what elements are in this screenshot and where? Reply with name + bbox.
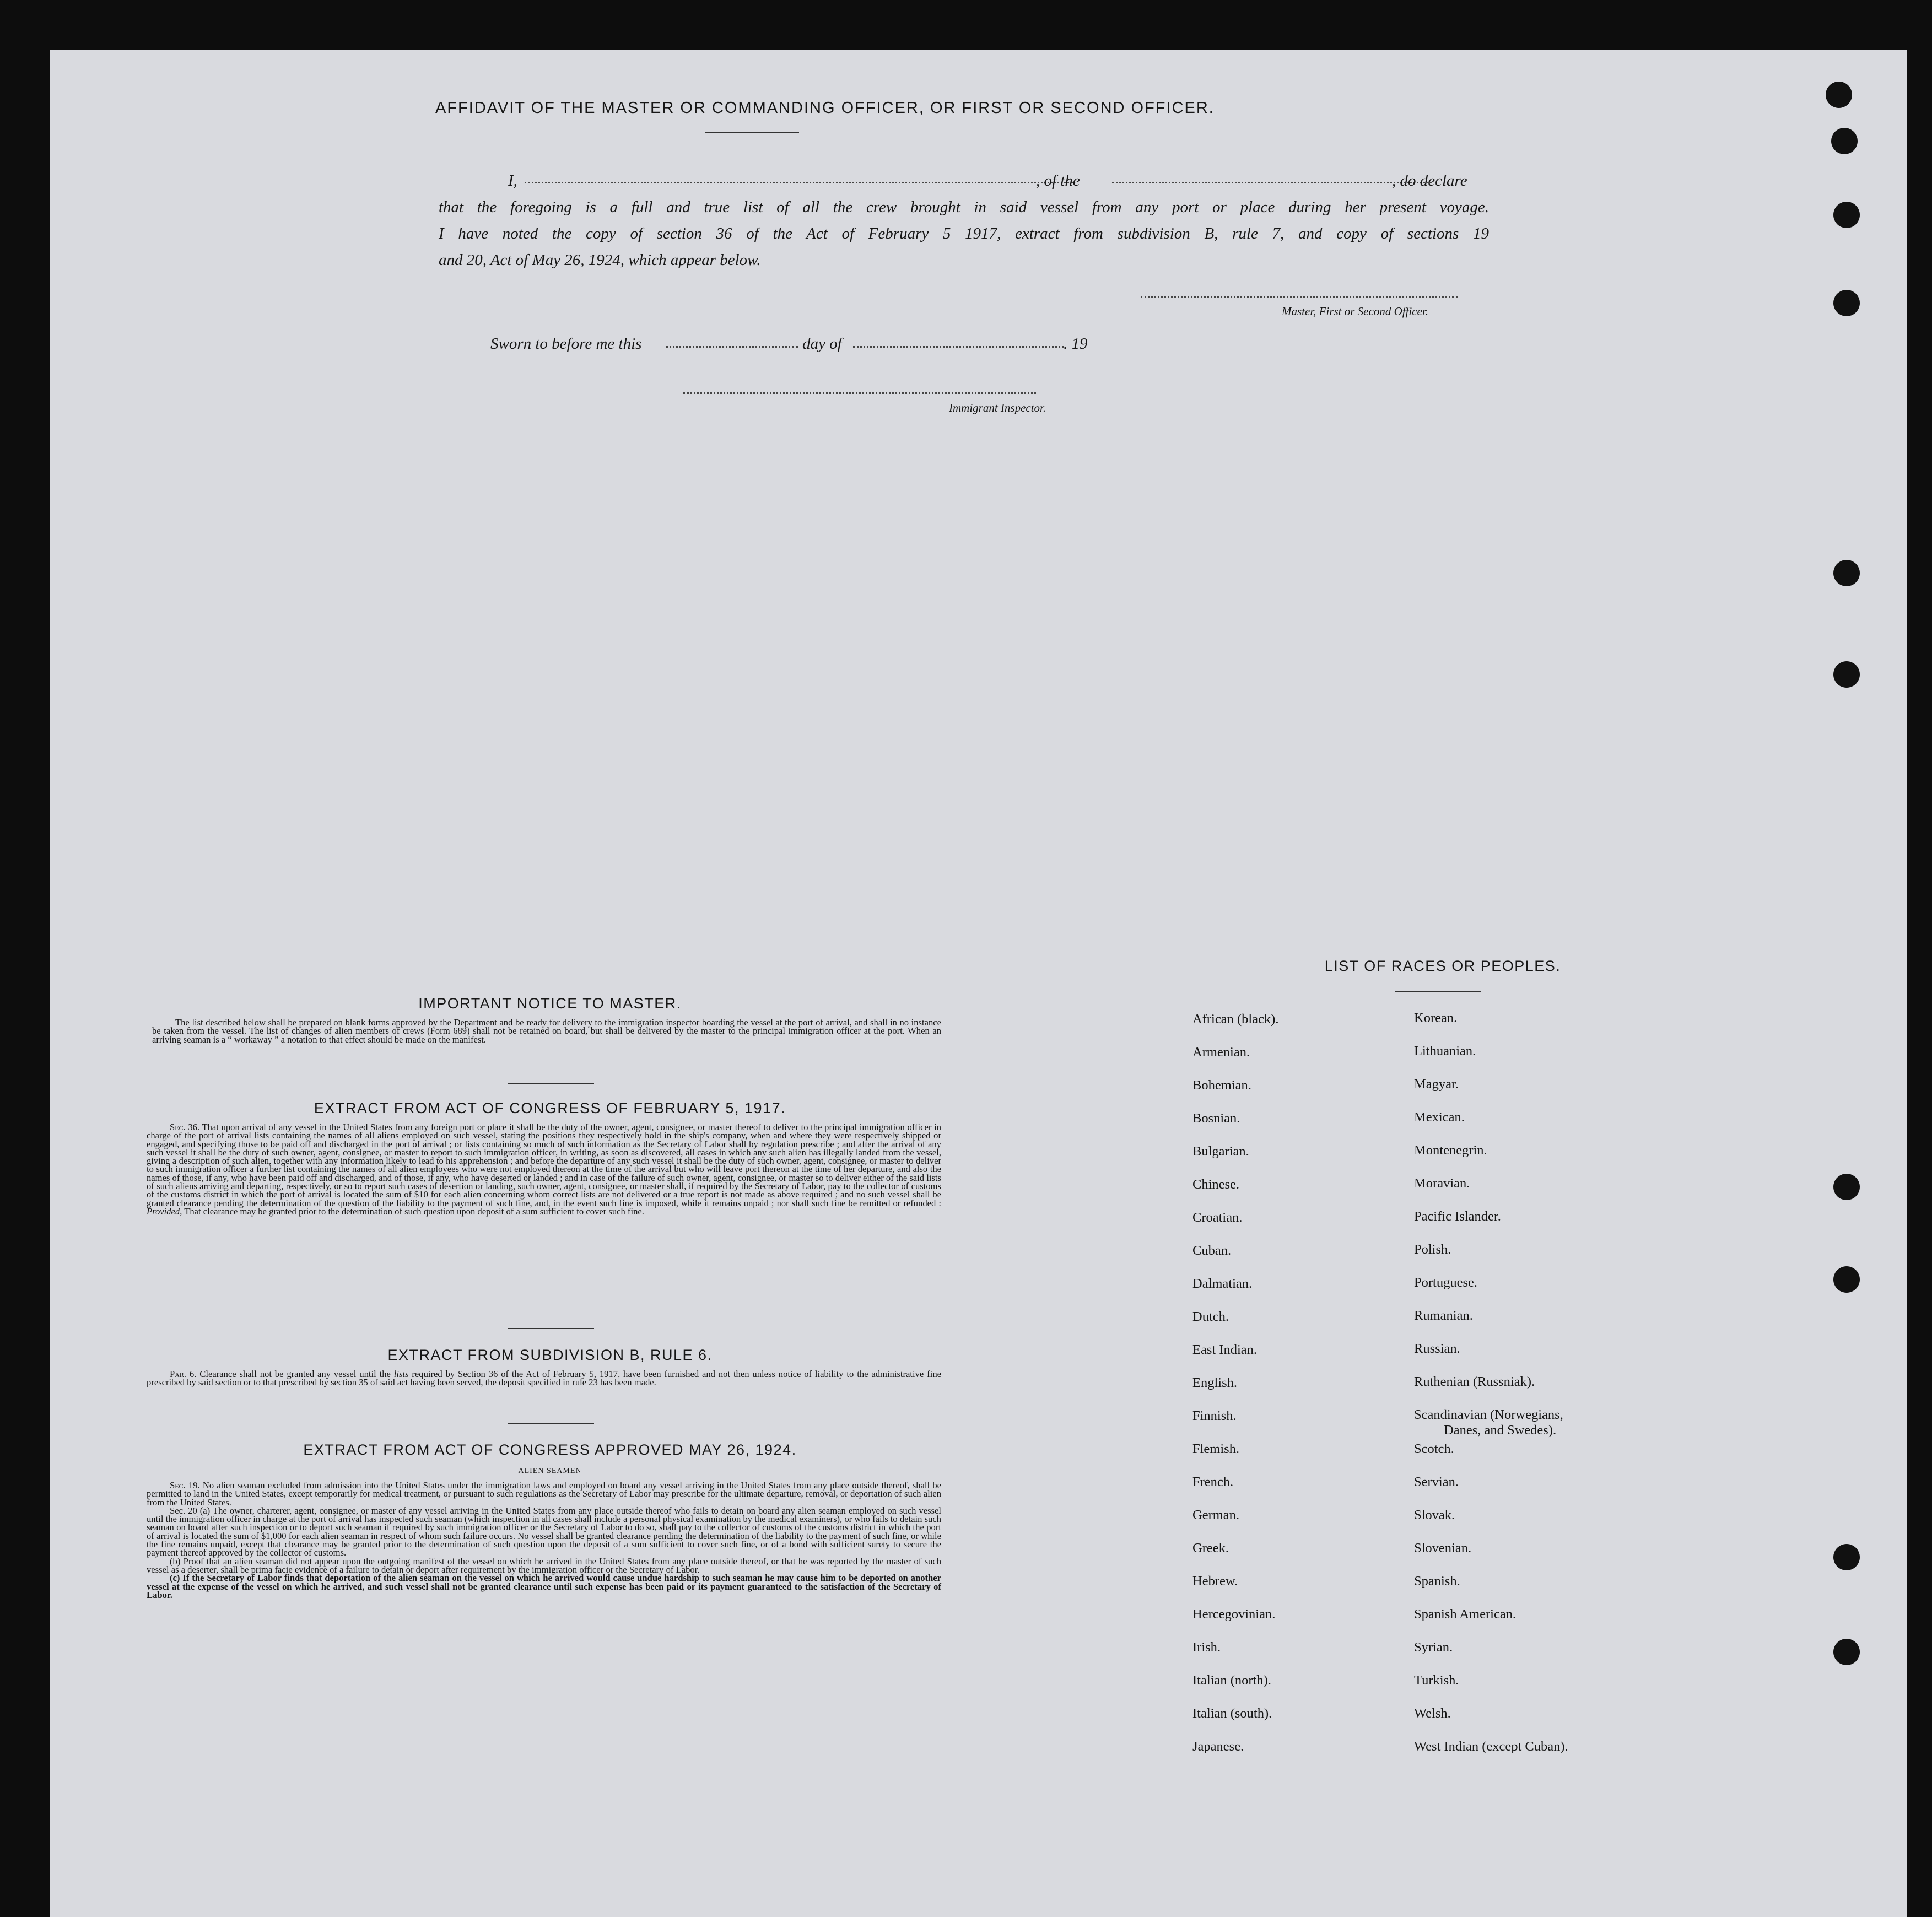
par-6-label: Par. 6. [170,1369,197,1379]
sec-36-label: Sec. 36. [170,1122,200,1132]
master-signature-field[interactable] [1141,296,1458,298]
race-item: English. [1192,1375,1237,1390]
title-underline [705,132,799,133]
race-item: Rumanian. [1414,1308,1473,1323]
binder-hole [1833,1174,1860,1200]
declarant-name-field[interactable] [525,182,1073,183]
race-item: West Indian (except Cuban). [1414,1739,1568,1754]
race-item: French. [1192,1475,1234,1489]
sworn-day-field[interactable] [666,346,798,348]
race-item: Irish. [1192,1640,1221,1655]
sec-20b-label: (b) [170,1556,181,1567]
races-underline [1395,991,1481,992]
race-item: African (black). [1192,1012,1279,1027]
sec-20c-paragraph [147,1574,941,1599]
race-item: Dutch. [1192,1309,1229,1324]
binder-hole [1833,1266,1860,1293]
act-1924-text [147,1481,941,1599]
race-item: Bohemian. [1192,1078,1251,1093]
race-item: Polish. [1414,1242,1451,1257]
race-item: Greek. [1192,1541,1229,1556]
rule-6-text-a: Clearance shall not be granted any vessel until the [199,1369,391,1379]
notice-text [152,1018,941,1044]
race-item: Chinese. [1192,1177,1240,1192]
inspector-signature-field[interactable] [683,392,1036,394]
section-divider [508,1423,594,1424]
race-item: Italian (south). [1192,1706,1272,1721]
declarant-prefix: I, [508,172,517,190]
sec-20b-text: Proof that an alien seaman did not appear upon the outgoing manifest of the vessel on which he arrived in the United States from any place outside thereof, or that he was reported by the master of such vessel as a deserter, shall be prima facie evidence of a failure to detain or deport after requirement by the immigration officer or the Secretary of Labor. [147,1556,941,1575]
race-item: Scotch. [1414,1441,1454,1456]
race-item: Pacific Islander. [1414,1209,1501,1224]
affidavit-line-4: and 20, Act of May 26, 1924, which appear below. [439,251,761,269]
race-item: East Indian. [1192,1342,1258,1357]
race-item: Mexican. [1414,1110,1465,1125]
races-heading: LIST OF RACES OR PEOPLES. [1324,958,1561,974]
race-item: Slovenian. [1414,1541,1472,1556]
race-item: Portuguese. [1414,1275,1477,1290]
race-item: Turkish. [1414,1673,1459,1688]
race-item: Ruthenian (Russniak). [1414,1374,1535,1389]
alien-seamen-subheading: ALIEN SEAMEN [518,1467,582,1475]
sec-20a-text: The owner, charterer, agent, consignee, or master of any vessel arriving in the United States from any place outside thereof who fails to detain on board any alien seaman employed on such vessel until the immigration officer in charge at the port of arrival has inspected such seaman (which inspection in all cases shall include a personal physical examination by the medical examiners), or who fails to detain such seaman on board after such inspection or to deport such seaman if required by such immigration officer or the Secretary of Labor to do so, shall pay to the collector of customs of the customs district in which the port of arrival is located the sum of $1,000 for each alien seaman in respect of whom such failure occurs. No vessel shall be granted clearance pending the determination of the liability to the payment of such fine, or while the fine remains unpaid, except that clearance may be granted prior to the determination of such question upon the deposit of a sum sufficient to cover such fine, or of a bond with sufficient surety to secure the payment thereof approved by the collector of customs. [147,1505,941,1558]
sec-20b-paragraph [147,1557,941,1574]
race-item: Korean. [1414,1011,1458,1025]
rule-6-heading: EXTRACT FROM SUBDIVISION B, RULE 6. [387,1347,713,1363]
race-item: Dalmatian. [1192,1276,1253,1291]
inspector-caption: Immigrant Inspector. [949,401,1046,414]
vessel-name-field[interactable] [1112,182,1432,183]
binder-hole [1833,1639,1860,1665]
race-item: Russian. [1414,1341,1460,1356]
affidavit-line-3: I have noted the copy of section 36 of the Act of February 5 1917, extract from subdivision B, rule 7, and copy of sections 19 [439,225,1489,242]
rule-6-paragraph [147,1370,941,1387]
race-item: Bulgarian. [1192,1144,1249,1159]
declare-suffix: , do declare [1392,172,1467,190]
proviso-text: That clearance may be granted prior to the determination of such question upon deposit of a sum sufficient to cover such fine. [184,1206,644,1217]
race-item: Finnish. [1192,1408,1237,1423]
race-item: Hebrew. [1192,1574,1238,1589]
race-item: Scandinavian (Norwegians, [1414,1407,1563,1422]
master-signature-caption: Master, First or Second Officer. [1282,305,1428,318]
race-item: Cuban. [1192,1243,1232,1258]
race-item: Bosnian. [1192,1111,1240,1126]
race-item: Servian. [1414,1475,1459,1489]
vessel-prefix: , of the [1036,172,1080,190]
section-divider [508,1083,594,1084]
race-item: Syrian. [1414,1640,1453,1655]
race-item-continuation: Danes, and Swedes). [1444,1423,1557,1438]
race-item: Armenian. [1192,1045,1250,1060]
act-1917-heading: EXTRACT FROM ACT OF CONGRESS OF FEBRUARY 5, 1917. [314,1100,786,1116]
binder-hole [1833,1544,1860,1570]
race-item: Italian (north). [1192,1673,1271,1688]
affidavit-line-2: that the foregoing is a full and true list of all the crew brought in said vessel from any port or place during her present voyage. [439,198,1489,216]
race-item: Moravian. [1414,1176,1470,1191]
binder-hole [1833,560,1860,586]
sec-20c-label: (c) [170,1573,180,1584]
act-1917-text [147,1123,941,1216]
race-item: Japanese. [1192,1739,1244,1754]
race-item: German. [1192,1508,1240,1522]
sec-19-label: Sec. 19. [170,1480,200,1491]
race-item: Hercegovinian. [1192,1607,1276,1622]
race-item: Croatian. [1192,1210,1243,1225]
sec-36-text: That upon arrival of any vessel in the United States from any foreign port or place it shall be the duty of the owner, agent, consignee, or master thereof to deliver to the principal immigration officer in charge of the port of arrival lists containing the names of all aliens employed on such vessel, stating the positions they respectively hold in the ship's company, when and where they were respectively shipped or engaged, and specifying those to be paid off and discharged in the port of arrival ; or lists containing so much of such information as the Secretary of Labor shall by regulation prescribe ; and after the arrival of any such vessel it shall be the duty of such owner, agent, consignee, or master to report to such immigration officer, in writing, as soon as discovered, all cases in which any such alien has illegally landed from the vessel, giving a description of such alien, together with any information likely to lead to his apprehension ; and before the departure of any such vessel it shall be the duty of such owner, agent, consignee, or master to deliver to such immigration officer a further list containing the names of all alien employees who were not employed thereon at the time of the arrival but who will leave port thereon at the time of her departure, and also the names of those, if any, who have been paid off and discharged, and of those, if any, who have deserted or landed ; and in case of the failure of such owner, agent, consignee, or master so to deliver either of the said lists of such aliens arriving and departing, respectively, or so to report such cases of desertion or landing, such owner, agent, consignee, or master shall, if required by the Secretary of Labor, pay to the collector of customs of the customs district in which the port of arrival is located the sum of $10 for each alien concerning whom correct lists are not delivered or a true report is not made as above required ; and no such vessel shall be granted clearance pending the determination of the question of the liability to the payment of such fine, and, in the event such fine is imposed, while it remains unpaid ; nor shall such fine be remitted or refunded : [147,1122,941,1208]
race-item: Slovak. [1414,1508,1455,1522]
document-page [50,50,1907,1917]
sworn-prefix: Sworn to before me this [490,335,642,353]
sec-20a-paragraph [147,1506,941,1557]
binder-hole [1833,290,1860,316]
act-1917-paragraph [147,1123,941,1216]
sec-20a-label: Sec. 20 (a) [170,1505,211,1516]
race-item: Magyar. [1414,1077,1459,1092]
race-item: Lithuanian. [1414,1044,1476,1059]
race-item: Montenegrin. [1414,1143,1487,1158]
sworn-month-field[interactable] [853,346,1064,348]
binder-hole [1833,661,1860,688]
proviso-word: Provided, [147,1206,182,1217]
race-item: Spanish. [1414,1574,1460,1589]
race-item: Welsh. [1414,1706,1451,1721]
sec-19-paragraph [147,1481,941,1506]
rule-6-text-b: required by Section 36 of the Act of February 5, 1917, have been furnished and not then unless notice of liability to the administrative fine prescribed by said section or to that prescribed by section 35 of said act having been served, the deposit specified in rule 23 has been made. [147,1369,941,1388]
sworn-year: . 19 [1064,335,1088,353]
act-1924-heading: EXTRACT FROM ACT OF CONGRESS APPROVED MAY 26, 1924. [303,1441,797,1458]
binder-hole [1831,128,1858,154]
race-item: Spanish American. [1414,1607,1517,1622]
binder-hole [1833,202,1860,228]
race-item: Flemish. [1192,1441,1240,1456]
binder-hole [1826,82,1852,108]
rule-6-text [147,1370,941,1387]
sworn-day-label: day of [802,335,842,353]
section-divider [508,1328,594,1329]
sec-20c-text: If the Secretary of Labor finds that deportation of the alien seaman on the vessel on which he arrived would cause undue hardship to such seaman he may cause him to be deported on another vessel at the expense of the vessel on which he arrived, and such vessel shall not be granted clearance until such expense has been paid or its payment guaranteed to the satisfaction of the Secretary of Labor. [147,1573,941,1600]
notice-paragraph: The list described below shall be prepared on blank forms approved by the Department and be ready for delivery to the immigration inspector boarding the vessel at the port of arrival, and shall in no instance be taken from the vessel. The list of changes of alien members of crews (Form 689) shall not be retained on board, but shall be delivered by the master to the principal immigration officer at the port. When an arriving seaman is a “ workaway ” a notation to that effect should be made on the manifest. [152,1017,941,1045]
sec-19-text: No alien seaman excluded from admission into the United States under the immigration laws and employed on board any vessel arriving in the United States from any place outside thereof, shall be permitted to land in the United States, except temporarily for medical treatment, or pursuant to such regulations as the Secretary of Labor may prescribe for the ultimate departure, removal, or deportation of such alien from the United States. [147,1480,941,1508]
notice-heading: IMPORTANT NOTICE TO MASTER. [418,995,682,1012]
lists-word: lists [393,1369,409,1379]
affidavit-title: AFFIDAVIT OF THE MASTER OR COMMANDING OFFICER, OR FIRST OR SECOND OFFICER. [435,99,1215,117]
